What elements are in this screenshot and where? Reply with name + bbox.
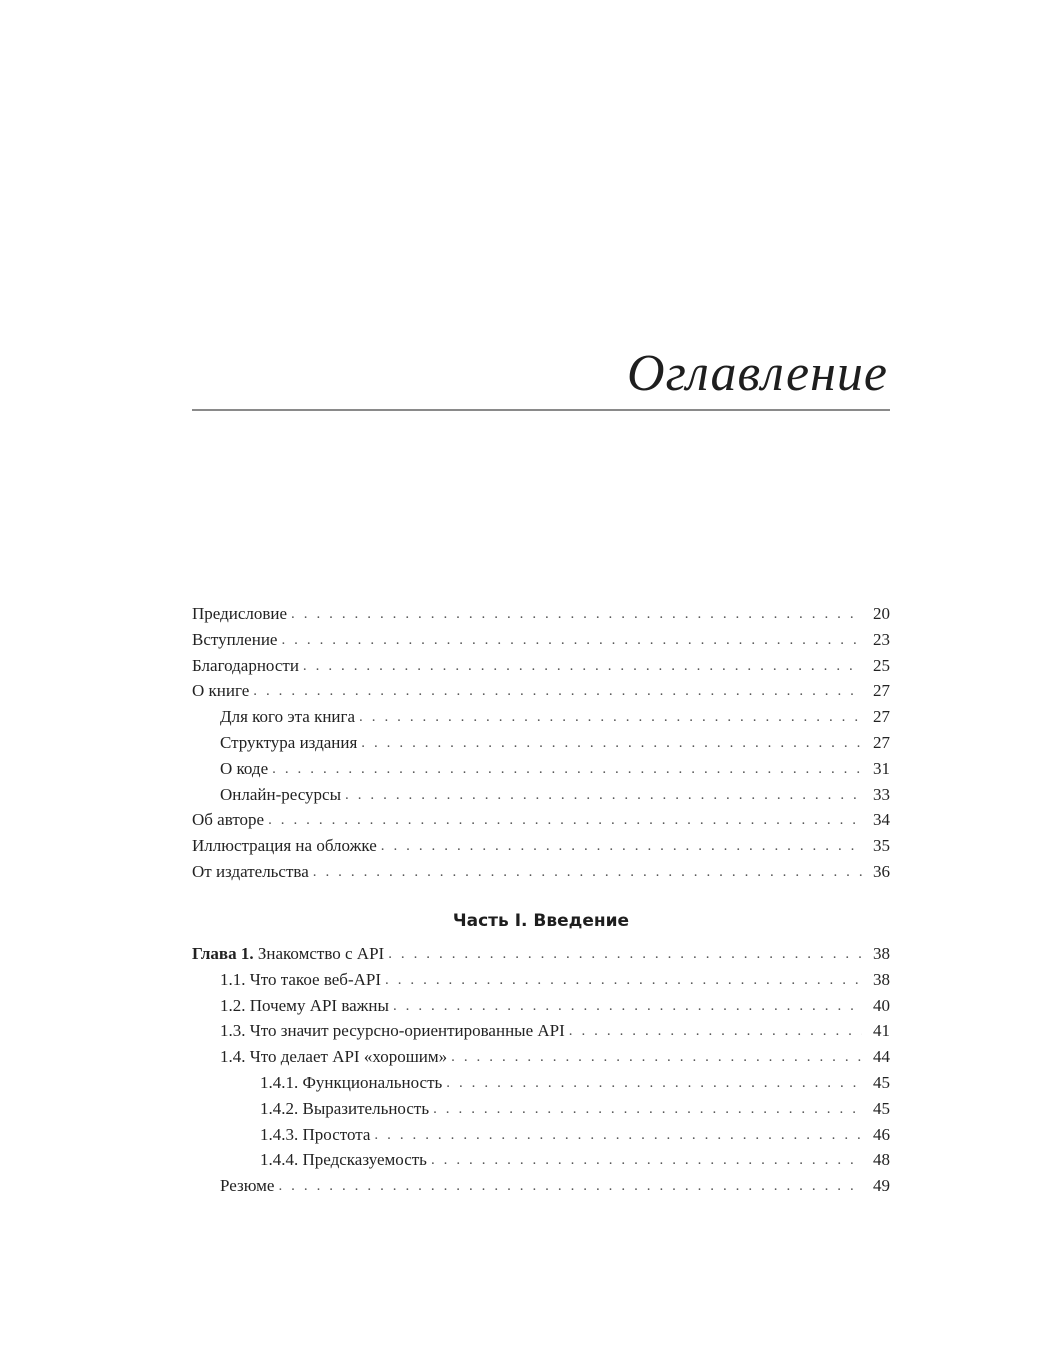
toc-entry-about-book[interactable] <box>192 681 890 707</box>
toc-entry-page: 49 <box>873 1176 890 1196</box>
toc-entry-page: 45 <box>873 1072 890 1092</box>
toc-entry-label: Резюме <box>220 1176 275 1196</box>
dot-leader <box>253 683 862 700</box>
toc-entry-section-1-4-4[interactable] <box>192 1150 890 1176</box>
toc-entry-acknowledgements[interactable] <box>192 656 890 682</box>
toc-entry-page: 38 <box>873 944 890 963</box>
toc-entry-page: 27 <box>873 707 890 727</box>
toc-entry-label: 1.1. Что такое веб-API <box>220 969 382 989</box>
dot-leader <box>361 735 862 752</box>
toc-entry-page: 31 <box>873 758 890 778</box>
dot-leader <box>388 946 862 963</box>
toc-entry-structure[interactable] <box>192 733 890 759</box>
toc-entry-page: 41 <box>873 1021 890 1041</box>
toc-entry-label: О коде <box>220 758 269 778</box>
toc-entry-audience[interactable] <box>192 707 890 733</box>
toc-entry-label: 1.2. Почему API важны <box>220 995 389 1015</box>
dot-leader <box>359 709 862 726</box>
toc-entry-preface[interactable] <box>192 604 890 630</box>
toc-entry-page: 33 <box>873 784 890 804</box>
toc-entry-page: 38 <box>873 969 890 989</box>
dot-leader <box>268 812 862 829</box>
toc-entry-label: 1.4. Что делает API «хорошим» <box>220 1047 448 1067</box>
dot-leader <box>446 1075 862 1092</box>
toc-entry-chapter-1[interactable] <box>192 944 890 970</box>
toc-entry-page: 27 <box>873 681 890 701</box>
toc-entry-page: 36 <box>873 861 890 881</box>
toc-entry-page: 45 <box>873 1098 890 1118</box>
chapter-prefix: Глава 1. <box>192 944 254 963</box>
dot-leader <box>569 1023 862 1040</box>
toc-entry-page: 34 <box>873 810 890 830</box>
dot-leader <box>272 761 862 778</box>
toc-entry-label <box>192 944 384 964</box>
toc-entry-page: 40 <box>873 995 890 1015</box>
toc-entry-section-1-3[interactable] <box>192 1021 890 1047</box>
toc-entry-label: О книге <box>192 681 250 701</box>
toc-entry-section-1-4-2[interactable] <box>192 1099 890 1125</box>
dot-leader <box>381 838 862 855</box>
toc-entry-summary[interactable] <box>192 1176 890 1202</box>
toc-entry-section-1-4-1[interactable] <box>192 1073 890 1099</box>
dot-leader <box>345 787 862 804</box>
chapter-title: Знакомство с API <box>257 944 385 963</box>
dot-leader <box>278 1178 862 1195</box>
dot-leader <box>385 972 862 989</box>
toc-entry-label: Для кого эта книга <box>220 707 356 727</box>
toc-entry-label: Предисловие <box>192 604 288 623</box>
toc-entry-label: Вступление <box>192 629 278 649</box>
toc-entry-label: Структура издания <box>220 732 358 752</box>
page-title: Оглавление <box>627 345 888 402</box>
toc-entry-label: Благодарности <box>192 655 299 675</box>
toc-entry-label: Иллюстрация на обложке <box>192 836 377 856</box>
title-divider <box>192 409 890 411</box>
toc-entry-label: 1.3. Что значит ресурсно-ориентированные API <box>220 1021 565 1041</box>
toc-entry-page: 48 <box>873 1150 890 1170</box>
toc-entry-label: 1.4.4. Предсказуемость <box>260 1150 427 1170</box>
dot-leader <box>291 606 862 623</box>
toc-entry-about-code[interactable] <box>192 759 890 785</box>
toc-entry-page: 25 <box>873 655 890 675</box>
toc-entry-section-1-2[interactable] <box>192 996 890 1022</box>
toc-front-matter <box>192 604 890 888</box>
toc-entry-label: Онлайн-ресурсы <box>220 784 342 804</box>
toc-entry-label: 1.4.1. Функциональность <box>260 1072 443 1092</box>
dot-leader <box>393 998 862 1015</box>
dot-leader <box>281 632 862 649</box>
toc-entry-cover-illustration[interactable] <box>192 836 890 862</box>
toc-entry-section-1-4[interactable] <box>192 1047 890 1073</box>
toc-entry-label: От издательства <box>192 861 309 881</box>
toc-entry-page: 23 <box>873 629 890 649</box>
toc-entry-section-1-4-3[interactable] <box>192 1125 890 1151</box>
toc-entry-introduction[interactable] <box>192 630 890 656</box>
dot-leader <box>451 1049 862 1066</box>
toc-entry-about-author[interactable] <box>192 810 890 836</box>
toc-entry-from-publisher[interactable] <box>192 862 890 888</box>
toc-entry-label: Об авторе <box>192 810 265 830</box>
toc-entry-label: 1.4.2. Выразительность <box>260 1098 430 1118</box>
toc-entry-page: 27 <box>873 732 890 752</box>
toc-entry-online-resources[interactable] <box>192 785 890 811</box>
dot-leader <box>303 658 862 675</box>
toc-entry-label: 1.4.3. Простота <box>260 1124 371 1144</box>
toc-entry-page: 20 <box>873 604 890 623</box>
toc-entry-page: 44 <box>873 1047 890 1067</box>
toc-part-1 <box>192 944 890 1202</box>
toc-entry-page: 35 <box>873 836 890 856</box>
dot-leader <box>433 1101 862 1118</box>
toc-entry-page: 46 <box>873 1124 890 1144</box>
toc-entry-section-1-1[interactable] <box>192 970 890 996</box>
dot-leader <box>374 1127 862 1144</box>
part-heading: Часть I. Введение <box>452 911 630 931</box>
dot-leader <box>431 1152 862 1169</box>
dot-leader <box>313 864 862 881</box>
